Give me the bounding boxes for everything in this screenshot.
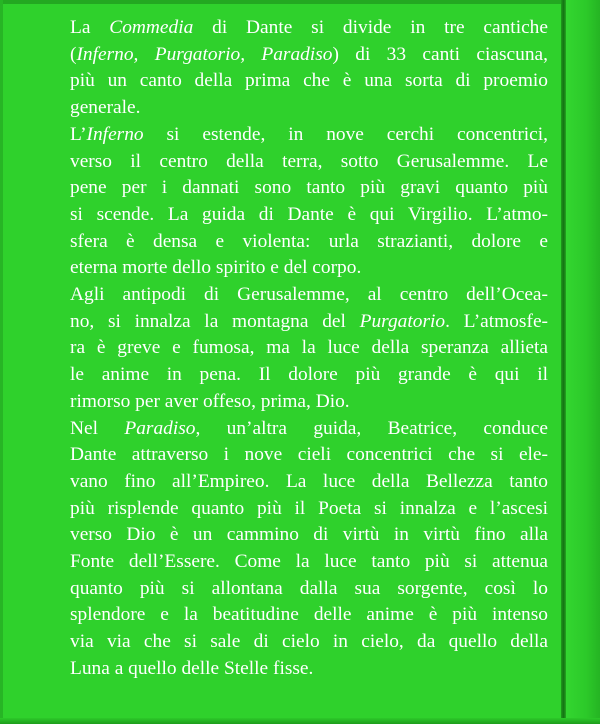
text-line [70,175,548,202]
paragraph [70,282,548,416]
text-line [70,362,548,389]
text-line [70,122,548,149]
text-line [70,42,548,69]
text-run: sfera è densa e violenta: urla strazianti, dolore e [70,230,548,252]
text-run: generale. [70,97,141,119]
text-line [70,602,548,629]
text-run: rimorso per aver offeso, prima, Dio. [70,390,350,412]
text-run: vano fino all’Empireo. La luce della Bellezza tanto [70,470,548,492]
paragraph [70,122,548,282]
text-run: Nel [70,417,125,439]
text-run: di Dante si divide in tre cantiche [193,17,548,38]
text-run: splendore e la beatitudine delle anime è più intenso [70,604,548,626]
text-line [70,15,548,42]
italic-title: Paradiso [124,417,196,439]
blurb-text [70,15,548,683]
text-line [70,149,548,176]
text-run: le anime in pena. Il dolore più grande è qui il [70,364,548,386]
cover-left-edge [0,0,3,724]
italic-title: Inferno, Purgatorio, Paradiso [76,43,333,65]
italic-title: Purgatorio [359,310,446,332]
text-run: no, si innalza la montagna del [70,310,360,332]
italic-title: Commedia [109,17,194,38]
text-run: Fonte dell’Essere. Come la luce tanto più si attenua [70,551,548,573]
text-run: pene per i dannati sono tanto più gravi quanto più [70,177,548,199]
text-run: . L’atmosfe- [445,310,549,332]
text-line [70,68,548,95]
text-run: verso il centro della terra, sotto Gerusalemme. Le [70,150,548,172]
paragraph [70,15,548,122]
text-line [70,629,548,656]
paragraph [70,416,548,683]
text-run: ) di 33 canti ciascuna, [332,43,548,65]
text-line [70,229,548,256]
text-line [70,549,548,576]
text-line [70,656,548,683]
cover-top-edge [0,0,600,4]
text-run: Agli antipodi di Gerusalemme, al centro dell’Ocea- [70,284,548,306]
text-run: eterna morte dello spirito e del corpo. [70,257,362,279]
text-run: via via che si sale di cielo in cielo, da quello della [70,631,548,653]
text-run: quanto più si allontana dalla sua sorgente, così lo [70,577,548,599]
text-line [70,202,548,229]
text-run: L’ [70,123,87,145]
text-run: Dante attraverso i nove cieli concentrici che si ele- [70,444,548,466]
text-run: più risplende quanto più il Poeta si innalza e l’ascesi [70,497,548,519]
text-line [70,389,548,416]
text-line [70,282,548,309]
italic-title: Inferno [86,123,144,145]
book-spine [566,0,600,724]
text-line [70,309,548,336]
text-run: , un’altra guida, Beatrice, conduce [195,417,548,439]
text-line [70,576,548,603]
text-run: La [70,17,110,38]
text-run: ra è greve e fumosa, ma la luce della speranza allieta [70,337,548,359]
text-line [70,416,548,443]
text-line [70,255,548,282]
text-run: si scende. La guida di Dante è qui Virgilio. L’atmo- [70,203,548,225]
text-run: ( [70,43,77,65]
text-line [70,95,548,122]
text-line [70,496,548,523]
text-line [70,469,548,496]
cover-bottom-edge [0,718,600,724]
text-line [70,335,548,362]
text-run: più un canto della prima che è una sorta di proemio [70,70,548,92]
text-run: verso Dio è un cammino di virtù in virtù fino alla [70,524,548,546]
text-line [70,442,548,469]
text-run: si estende, in nove cerchi concentrici, [143,123,548,145]
text-line [70,522,548,549]
text-run: Luna a quello delle Stelle fisse. [70,657,314,679]
